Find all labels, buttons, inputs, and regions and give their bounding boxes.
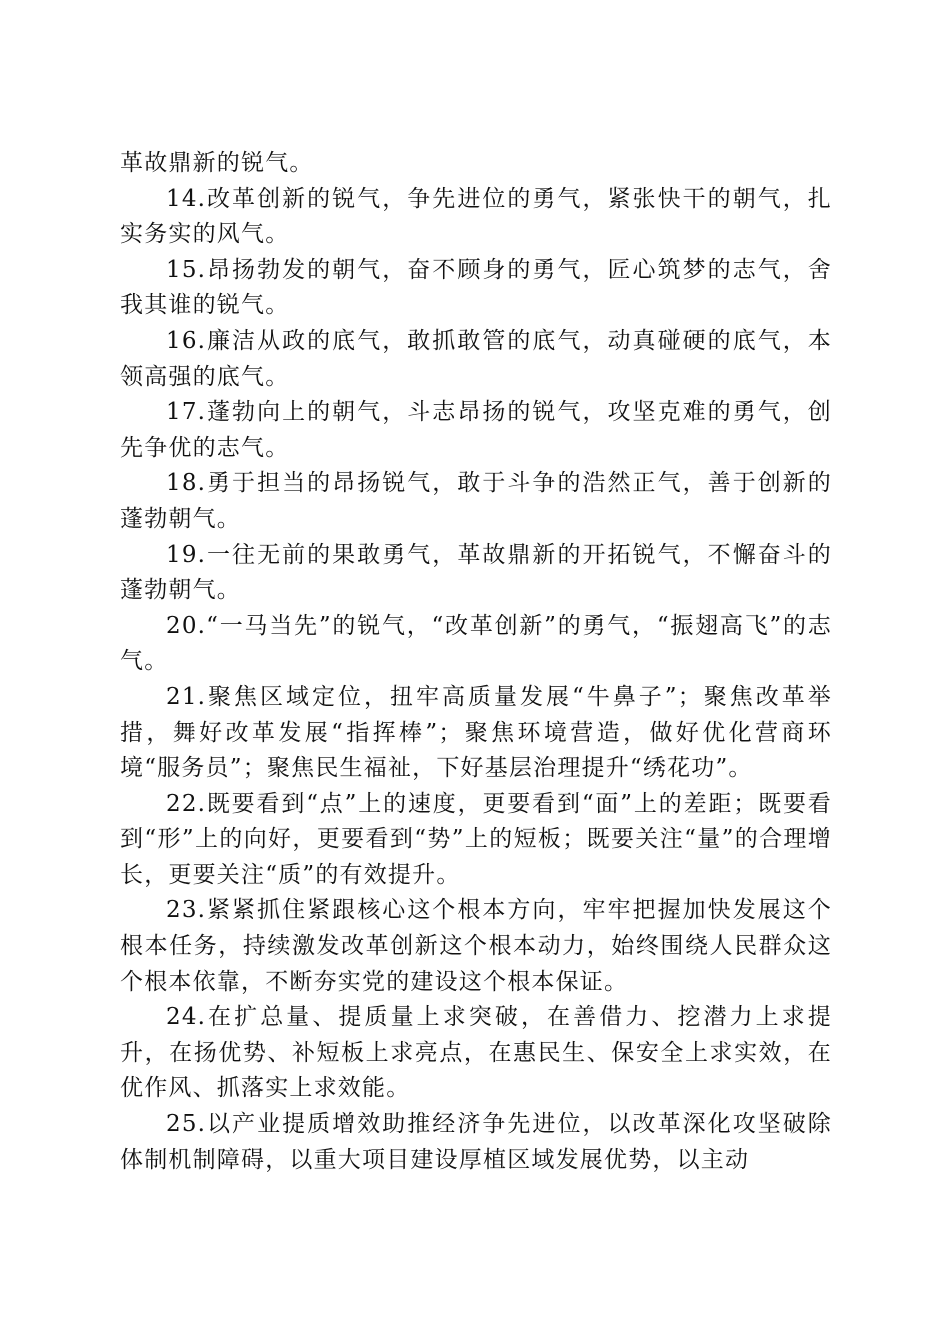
paragraph-19: 19.一往无前的果敢勇气，革故鼎新的开拓锐气，不懈奋斗的蓬勃朝气。 bbox=[120, 541, 832, 604]
paragraph-22: 22.既要看到“点”上的速度，更要看到“面”上的差距；既要看到“形”上的向好，更要看到“势”上的短板；既要关注“量”的合理增长，更要关注“质”的有效提升。 bbox=[120, 790, 832, 888]
paragraph-13-continued: 革故鼎新的锐气。 bbox=[120, 150, 314, 176]
paragraph-18: 18.勇于担当的昂扬锐气，敢于斗争的浩然正气，善于创新的蓬勃朝气。 bbox=[120, 470, 832, 532]
paragraph-23: 23.紧紧抓住紧跟核心这个根本方向，牢牢把握加快发展这个根本任务，持续激发改革创新这个根本动力，始终围绕人民群众这个根本依靠，不断夯实党的建设这个根本保证。 bbox=[120, 897, 832, 995]
paragraph-24: 24.在扩总量、提质量上求突破，在善借力、挖潜力上求提升，在扬优势、补短板上求亮点，在惠民生、保安全上求实效，在优作风、抓落实上求效能。 bbox=[120, 1004, 832, 1102]
paragraph-17: 17.蓬勃向上的朝气，斗志昂扬的锐气，攻坚克难的勇气，创先争优的志气。 bbox=[120, 399, 832, 461]
paragraph-16: 16.廉洁从政的底气，敢抓敢管的底气，动真碰硬的底气，本领高强的底气。 bbox=[120, 327, 832, 390]
paragraph-21: 21.聚焦区域定位，扭牢高质量发展“牛鼻子”；聚焦改革举措，舞好改革发展“指挥棒”；聚焦环境营造，做好优化营商环境“服务员”；聚焦民生福祉，下好基层治理提升“绣花功”。 bbox=[120, 683, 832, 782]
document-body bbox=[120, 146, 832, 1178]
paragraph-14: 14.改革创新的锐气，争先进位的勇气，紧张快干的朝气，扎实务实的风气。 bbox=[120, 185, 832, 248]
paragraph-20: 20.“一马当先”的锐气，“改革创新”的勇气，“振翅高飞”的志气。 bbox=[120, 612, 832, 675]
paragraph-15: 15.昂扬勃发的朝气，奋不顾身的勇气，匠心筑梦的志气，舍我其谁的锐气。 bbox=[120, 256, 832, 319]
paragraph-25: 25.以产业提质增效助推经济争先进位，以改革深化攻坚破除体制机制障碍，以重大项目建设厚植区域发展优势，以主动 bbox=[120, 1111, 832, 1173]
